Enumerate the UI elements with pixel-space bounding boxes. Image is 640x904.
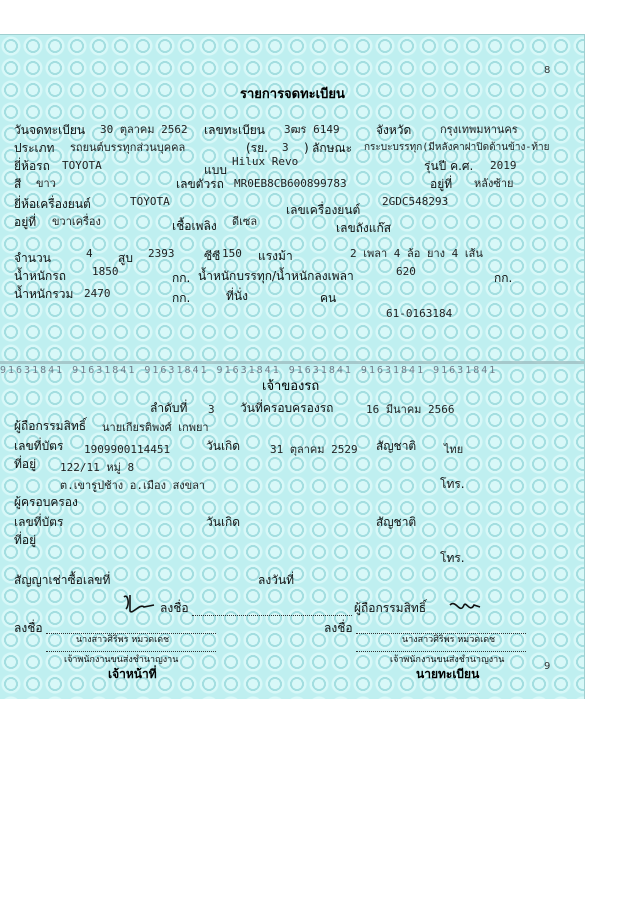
officer-sign-label: ลงชื่อ <box>14 621 43 635</box>
payload-label: น้ำหนักบรรทุก/น้ำหนักลงเพลา <box>198 269 354 283</box>
chassis-label: เลขตัวรถ <box>176 177 224 191</box>
weight-label: น้ำหนักรถ <box>14 269 67 283</box>
kg-label-2: กก. <box>494 271 513 285</box>
hp-label: แรงม้า <box>258 249 293 263</box>
tel-label: โทร. <box>440 477 465 491</box>
seats-label: ที่นั่ง <box>226 289 248 303</box>
officer-role-right: นายทะเบียน <box>416 667 480 681</box>
ry-prefix: (รย. <box>246 141 268 155</box>
engine-loc-label: อยู่ที่ <box>14 215 37 229</box>
year-value: 2019 <box>490 159 517 172</box>
style-value: กระบะบรรทุก(มีหลังคาฝาปิดด้านข้าง-ท้าย <box>364 142 550 153</box>
officer-title-left: เจ้าพนักงานขนส่งชำนาญงาน <box>64 655 179 665</box>
style-label: ลักษณะ <box>312 141 353 155</box>
cyl-value: 4 <box>86 247 93 260</box>
reg-date-label: วันจดทะเบียน <box>14 123 86 137</box>
owner-sign-label: ลงชื่อ <box>160 601 189 615</box>
owner-label: ผู้ถือกรรมสิทธิ์ <box>14 419 87 433</box>
officer-title-right: เจ้าพนักงานขนส่งชำนาญงาน <box>390 655 505 665</box>
fuel-label: เชื้อเพลิง <box>172 219 217 233</box>
color-value: ขาว <box>36 177 56 190</box>
officer-role-left: เจ้าหน้าที่ <box>108 667 157 681</box>
registrar-name-line <box>356 651 526 652</box>
chassis-loc-label: อยู่ที่ <box>430 177 453 191</box>
reg-date-value: 30 ตุลาคม 2562 <box>100 123 188 136</box>
holder-addr-label: ที่อยู่ <box>14 533 37 547</box>
engine-no-value: 2GDC548293 <box>382 195 449 208</box>
serial-strip: 91631841 91631841 91631841 91631841 91631841 91631841 91631841 <box>0 365 498 375</box>
holder-dob-label: วันเกิด <box>206 515 241 529</box>
page-number-bottom: 9 <box>544 661 551 672</box>
owner-signature <box>120 591 162 617</box>
ry-value: 3 <box>282 141 289 154</box>
qty-label: จำนวน <box>14 251 51 265</box>
officer-name-line <box>46 651 216 652</box>
addr-label: ที่อยู่ <box>14 457 37 471</box>
page-number-top: 8 <box>544 65 551 76</box>
engine-brand-label: ยี่ห้อเครื่องยนต์ <box>14 197 91 211</box>
holder-id-label: เลขที่บัตร <box>14 515 64 529</box>
cyl-label: สูบ <box>118 251 133 265</box>
dob-value: 31 ตุลาคม 2529 <box>270 443 358 456</box>
brand-value: TOYOTA <box>62 159 102 172</box>
chassis-loc-value: หลังซ้าย <box>474 177 514 190</box>
nation-label: สัญชาติ <box>376 439 417 453</box>
color-label: สี <box>14 177 22 191</box>
holder-nation-label: สัญชาติ <box>376 515 417 529</box>
order-label: ลำดับที่ <box>150 401 188 415</box>
registrar-sign-label: ลงชื่อ <box>324 621 353 635</box>
kg-label-1: กก. <box>172 271 191 285</box>
plate-label: เลขทะเบียน <box>204 123 265 137</box>
seats-unit: คน <box>320 291 337 305</box>
own-date-label: วันที่ครอบครองรถ <box>240 401 334 415</box>
contract-date-label: ลงวันที่ <box>258 573 295 587</box>
dob-label: วันเกิด <box>206 439 241 453</box>
axle-wheels-value: 2 เพลา 4 ล้อ ยาง 4 เส้น <box>350 247 483 260</box>
holder-label: ผู้ครอบครอง <box>14 495 78 509</box>
id-value: 1909900114451 <box>84 443 171 456</box>
province-value: กรุงเทพมหานคร <box>440 123 518 136</box>
owner-sign-role: ผู้ถือกรรมสิทธิ์ <box>354 601 427 615</box>
model-label: แบบ <box>204 163 227 177</box>
owner-initial-signature <box>446 597 486 621</box>
gross-value: 2470 <box>84 287 111 300</box>
gas-label: เลขถังแก๊ส <box>336 221 392 235</box>
owner-section-title: เจ้าของรถ <box>262 379 320 394</box>
model-value: Hilux Revo <box>232 155 299 168</box>
province-label: จังหวัด <box>376 123 412 137</box>
cc-value: 2393 <box>148 247 175 260</box>
plate-value: 3ฒร 6149 <box>284 123 340 136</box>
addr-line-1: 122/11 หมู่ 8 <box>60 461 135 474</box>
cc-label: ซีซี <box>204 249 221 263</box>
gross-label: น้ำหนักรวม <box>14 287 74 301</box>
nation-value: ไทย <box>444 443 464 456</box>
kg-label-3: กก. <box>172 291 191 305</box>
year-label: รุ่นปี ค.ศ. <box>424 159 474 173</box>
owner-sign-line <box>192 615 352 616</box>
hp-value: 150 <box>222 247 242 260</box>
order-value: 3 <box>208 403 215 416</box>
engine-brand-value: TOYOTA <box>130 195 170 208</box>
registration-page <box>0 34 585 699</box>
engine-loc-value: ขวาเครื่อง <box>52 215 101 228</box>
officer-name-right: นางสาวศิริพร หมวดเดช <box>402 635 496 645</box>
holder-tel-label: โทร. <box>440 551 465 565</box>
registrar-sign-line <box>356 633 526 634</box>
chassis-value: MR0EB8CB600899783 <box>234 177 347 190</box>
registration-title: รายการจดทะเบียน <box>240 87 345 102</box>
officer-name-left: นางสาวศิริพร หมวดเดช <box>76 635 170 645</box>
type-label: ประเภท <box>14 141 55 155</box>
brand-label: ยี่ห้อรถ <box>14 159 50 173</box>
weight-value: 1850 <box>92 265 119 278</box>
owner-value: นายเกียรติพงศ์ เกพยา <box>102 421 209 434</box>
document-number: 61-0163184 <box>386 307 453 320</box>
officer-sign-line <box>46 633 216 634</box>
id-label: เลขที่บัตร <box>14 439 64 453</box>
ry-suffix: ) <box>304 141 309 155</box>
fuel-value: ดีเซล <box>232 215 258 228</box>
contract-label: สัญญาเช่าซื้อเลขที่ <box>14 573 111 587</box>
payload-value: 620 <box>396 265 416 278</box>
addr-line-2: ต.เขารูปช้าง อ.เมือง สงขลา <box>60 479 206 492</box>
engine-no-label: เลขเครื่องยนต์ <box>286 203 361 217</box>
type-value: รถยนต์บรรทุกส่วนบุคคล <box>70 141 186 154</box>
own-date-value: 16 มีนาคม 2566 <box>366 403 455 416</box>
